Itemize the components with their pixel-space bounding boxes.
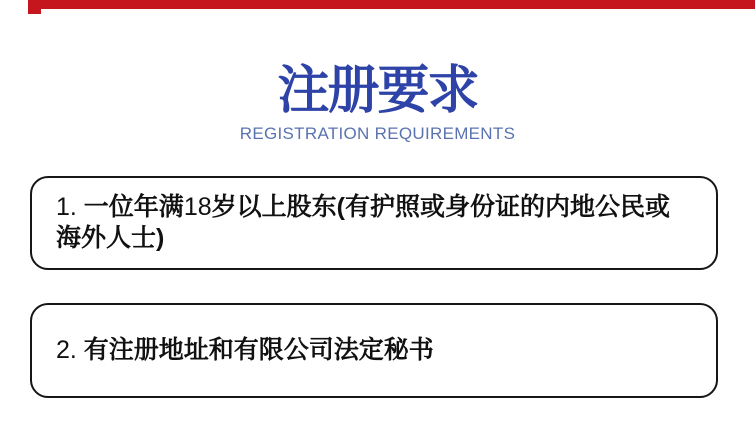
- requirement-text-segment: 有注册地址和有限公司法定秘书: [83, 336, 434, 364]
- page-title: 注册要求: [277, 62, 478, 120]
- requirement-text-segment: 1.: [56, 193, 84, 221]
- top-red-strip-notch: [28, 0, 41, 14]
- requirements-list: [30, 176, 718, 398]
- header: [0, 60, 755, 143]
- requirement-text-segment: 2.: [56, 336, 84, 364]
- requirement-card: [30, 303, 718, 398]
- requirement-text-segment: 岁以上股东(有护照或身份证的内地公民或: [211, 193, 670, 221]
- requirement-line: [56, 335, 434, 366]
- top-red-strip: [28, 0, 755, 9]
- page-subtitle: REGISTRATION REQUIREMENTS: [239, 124, 516, 143]
- requirement-text-segment: 一位年满: [83, 193, 184, 221]
- requirement-text-segment: 18: [183, 193, 212, 221]
- requirement-text: [56, 335, 434, 366]
- requirement-text: [56, 192, 670, 254]
- requirement-text-segment: 海外人士): [56, 224, 165, 252]
- requirement-line: [56, 223, 670, 254]
- requirement-line: [56, 192, 670, 223]
- requirement-card: [30, 176, 718, 270]
